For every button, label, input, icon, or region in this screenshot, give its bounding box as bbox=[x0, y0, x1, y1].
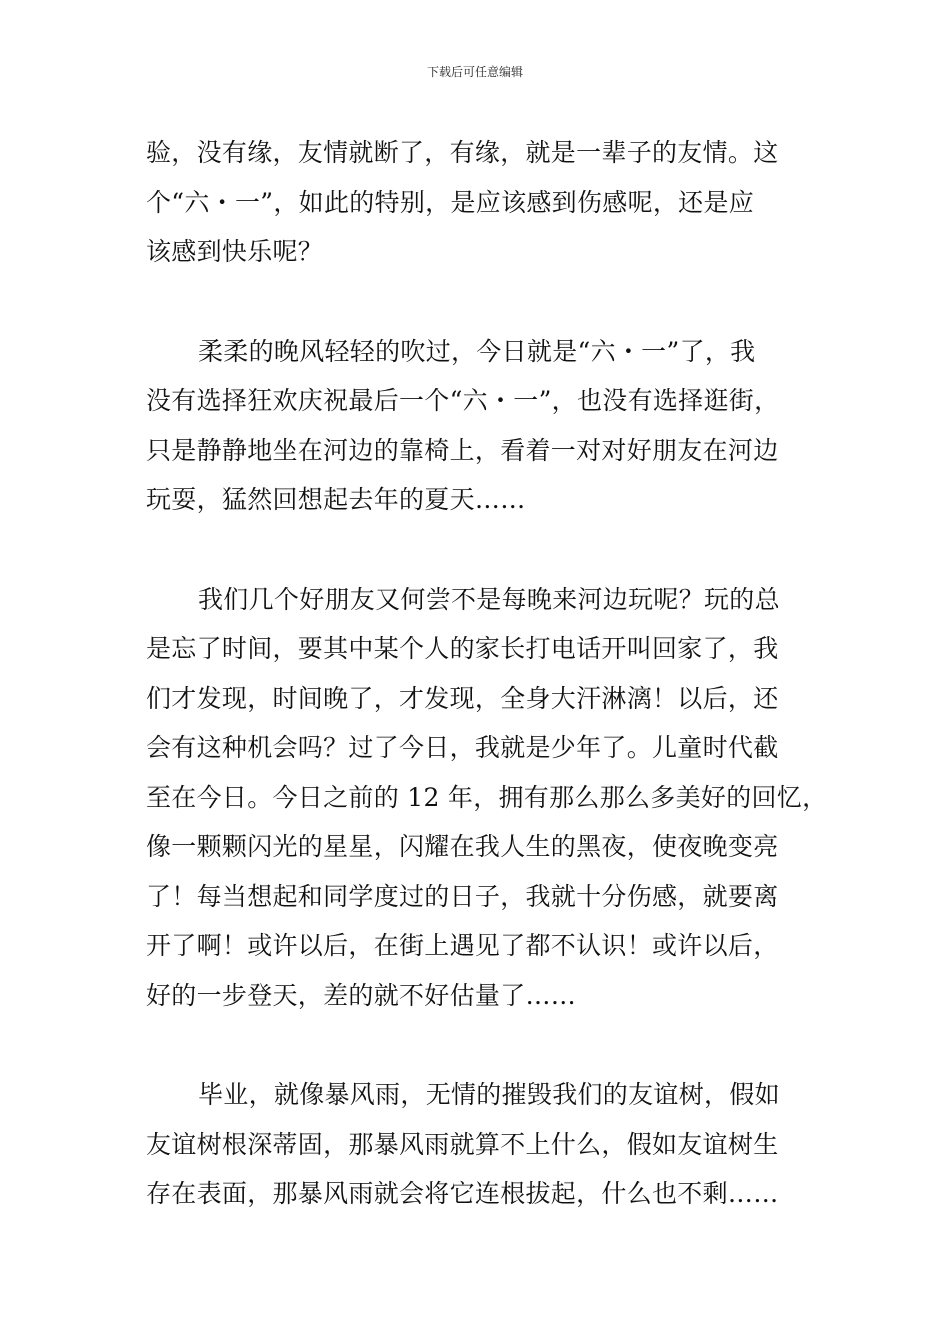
text-line: 友谊树根深蒂固，那暴风雨就算不上什么，假如友谊树生 bbox=[146, 1129, 779, 1159]
text-line: 毕业，就像暴风雨，无情的摧毁我们的友谊树，假如 bbox=[198, 1080, 780, 1109]
text-line: 个“六・一”，如此的特别，是应该感到伤感呢，还是应 bbox=[146, 187, 755, 217]
text-line: 我们几个好朋友又何尝不是每晚来河边玩呢？玩的总 bbox=[198, 584, 780, 614]
paragraph-2 bbox=[146, 327, 826, 525]
text-line: 开了啊！或许以后，在街上遇见了都不认识！或许以后， bbox=[146, 931, 779, 960]
text-line: 只是静静地坐在河边的靠椅上，看着一对对好朋友在河边 bbox=[146, 435, 779, 465]
text-line: 该感到快乐呢？ bbox=[146, 237, 324, 266]
paragraph-3 bbox=[146, 575, 826, 1021]
paragraph-1 bbox=[146, 128, 826, 277]
text-line: 像一颗颗闪光的星星，闪耀在我人生的黑夜，使夜晚变亮 bbox=[146, 832, 779, 861]
page-header: 下载后可任意编辑 bbox=[426, 65, 523, 79]
paragraph-gap bbox=[146, 1020, 826, 1070]
text-line: 了！每当想起和同学度过的日子，我就十分伤感，就要离 bbox=[146, 881, 779, 911]
text-line: 没有选择狂欢庆祝最后一个“六・一”，也没有选择逛街， bbox=[146, 386, 780, 415]
text-line: 验，没有缘，友情就断了，有缘，就是一辈子的友情。这 bbox=[146, 138, 779, 167]
text-line: 好的一步登天，差的就不好估量了…… bbox=[146, 980, 577, 1010]
text-line: 至在今日。今日之前的 12 年，拥有那么那么多美好的回忆， bbox=[146, 782, 828, 812]
text-line: 柔柔的晚风轻轻的吹过，今日就是“六・一”了，我 bbox=[198, 336, 756, 366]
text-line: 会有这种机会吗？过了今日，我就是少年了。儿童时代截 bbox=[146, 733, 779, 762]
paragraph-4 bbox=[146, 1070, 826, 1219]
paragraph-gap bbox=[146, 525, 826, 575]
text-line: 们才发现，时间晚了，才发现，全身大汗淋漓！以后，还 bbox=[146, 683, 779, 713]
paragraph-gap bbox=[146, 277, 826, 327]
text-line: 玩耍，猛然回想起去年的夏天…… bbox=[146, 485, 526, 514]
text-line: 存在表面，那暴风雨就会将它连根拔起，什么也不剩…… bbox=[146, 1179, 779, 1208]
text-line: 是忘了时间，要其中某个人的家长打电话开叫回家了，我 bbox=[146, 634, 779, 663]
document-body bbox=[146, 128, 826, 1219]
